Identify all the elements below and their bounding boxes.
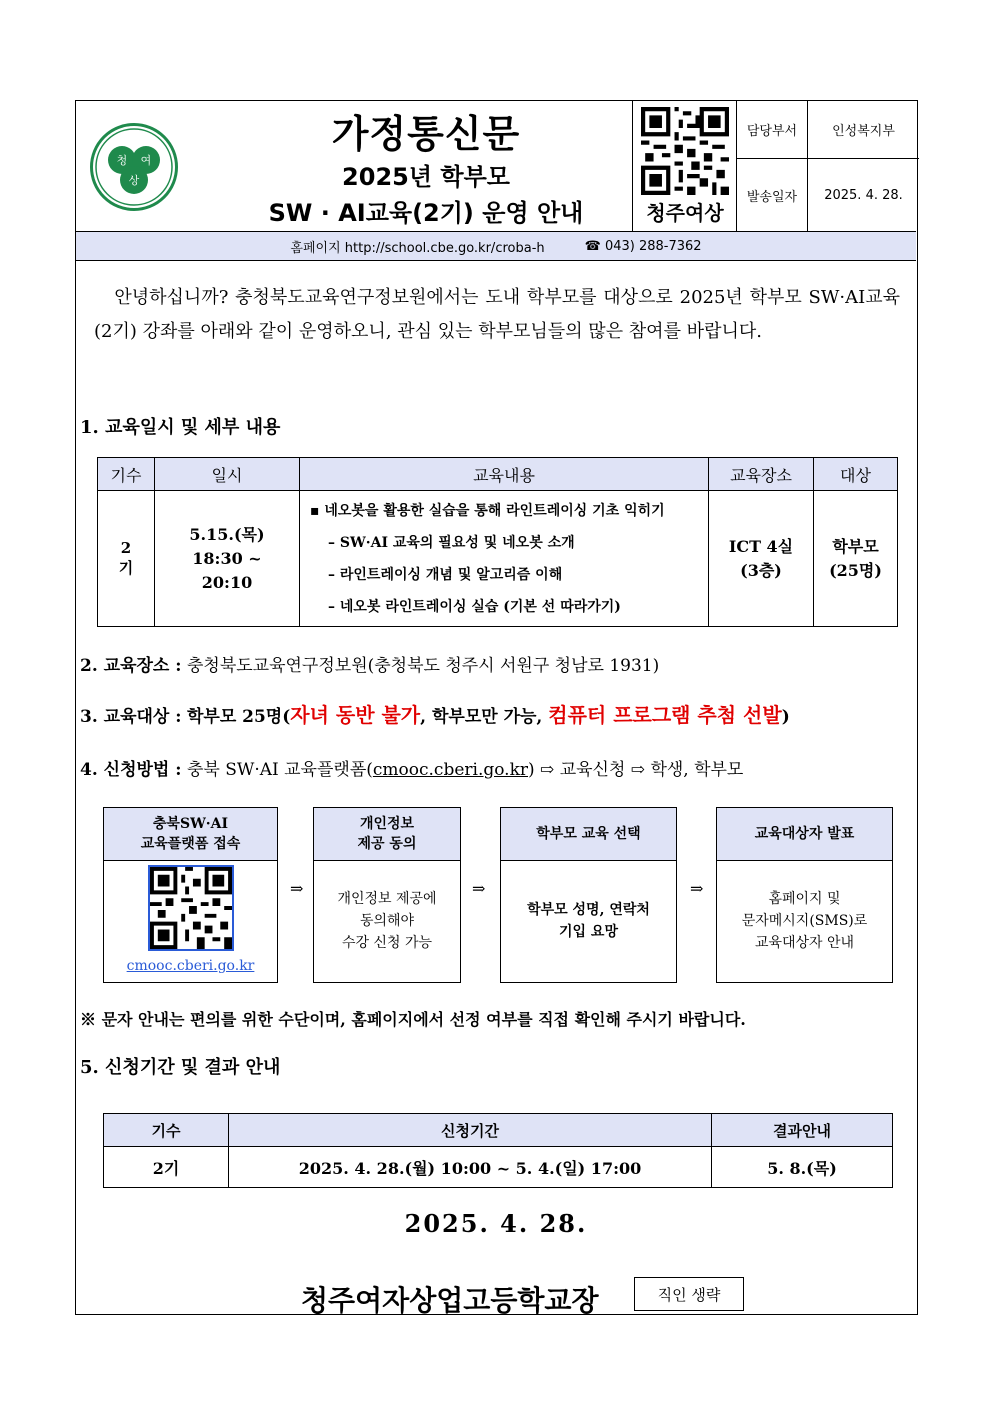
step4-head: 교육대상자 발표	[717, 808, 892, 861]
subtitle-line-1: 2025년 학부모	[342, 163, 510, 191]
term-line-2: 기	[118, 559, 134, 577]
application-table	[103, 1113, 893, 1188]
section2-label: 2. 교육장소 :	[80, 656, 182, 676]
section2-value: 충청북도교육연구정보원(충청북도 청주시 서원구 청남로 1931)	[186, 656, 660, 676]
document-frame	[75, 100, 918, 1315]
meta-table	[736, 101, 919, 231]
logo-letter-1: 청	[116, 154, 128, 167]
homepage-bar	[76, 232, 916, 261]
place-cell	[709, 491, 814, 627]
issue-date: 2025. 4. 28.	[404, 1209, 588, 1238]
flow-step-1	[103, 807, 278, 983]
date-cell	[155, 491, 300, 627]
section3-prefix: 학부모 25명(	[186, 707, 291, 727]
step2-body-line-1: 개인정보 제공에	[337, 891, 437, 907]
step2-head-line-1: 개인정보	[359, 816, 415, 832]
step2-body-line-2: 동의해야	[359, 913, 415, 929]
col-place: 교육장소	[709, 458, 814, 491]
principal-signature: 청주여자상업고등학교장	[301, 1284, 599, 1317]
step1-head	[104, 808, 277, 861]
section3-line	[80, 699, 790, 728]
date-label: 발송일자	[737, 159, 808, 231]
application-row	[104, 1147, 893, 1188]
section5-title: 5. 신청기간 및 결과 안내	[80, 1057, 281, 1078]
meta-row-dept	[737, 101, 919, 159]
col-period: 신청기간	[229, 1114, 712, 1147]
platform-link[interactable]: cmooc.cberi.go.kr	[372, 760, 529, 780]
sms-note: ※ 문자 안내는 편의를 위한 수단이며, 홈페이지에서 선정 여부를 직접 확인해 주시기 바랍니다.	[80, 1010, 746, 1029]
logo-letter-3: 상	[128, 174, 140, 187]
step3-head: 학부모 교육 선택	[501, 808, 676, 861]
col-content: 교육내용	[300, 458, 709, 491]
date-line-1: 5.15.(목)	[189, 524, 265, 544]
clover-icon	[93, 126, 175, 208]
target-line-2: (25명)	[829, 560, 882, 580]
application-header-row	[104, 1114, 893, 1147]
place-line-1: ICT 4실	[728, 536, 794, 556]
homepage-link[interactable]: 홈페이지 http://school.cbe.go.kr/croba-h	[290, 240, 545, 256]
phone-number: ☎ 043) 288-7362	[584, 238, 702, 254]
section2-line	[80, 651, 659, 676]
col-date: 일시	[155, 458, 300, 491]
content-item: – 네오봇 라인트레이싱 실습 (기본 선 따라가기)	[328, 598, 621, 615]
seal-omitted-box: 직인 생략	[634, 1277, 744, 1311]
step2-body	[314, 861, 460, 981]
dept-label: 담당부서	[737, 101, 808, 158]
step3-body	[501, 861, 676, 981]
flow-step-3	[500, 807, 677, 983]
place-line-2: (3층)	[740, 560, 782, 580]
flow-arrow: ⇒	[290, 879, 304, 898]
col-term: 기수	[98, 458, 155, 491]
step1-head-line-2: 교육플랫폼 접속	[140, 836, 241, 852]
col-target: 대상	[814, 458, 898, 491]
step4-body-line-2: 문자메시지(SMS)로	[741, 913, 868, 929]
date-line-2: 18:30 ~	[192, 548, 262, 568]
flow-arrow: ⇒	[472, 879, 486, 898]
term-value: 2기	[104, 1147, 229, 1188]
school-logo	[90, 123, 178, 211]
content-item: – 라인트레이싱 개념 및 알고리즘 이해	[328, 566, 563, 583]
step3-body-line-2: 기입 요망	[559, 924, 618, 940]
section4-prefix: 충북 SW·AI 교육플랫폼(	[186, 760, 373, 780]
page-title: 가정통신문	[331, 112, 521, 156]
meta-row-date	[737, 159, 919, 231]
step1-body	[104, 861, 277, 981]
logo-letter-2: 여	[140, 154, 152, 167]
date-line-3: 20:10	[201, 572, 253, 592]
section4-suffix: ) ⇨ 교육신청 ⇨ 학생, 학부모	[528, 760, 744, 780]
term-cell	[98, 491, 155, 627]
term-line-1: 2	[120, 539, 132, 557]
qr-code-icon[interactable]	[641, 107, 729, 195]
flow-step-2	[313, 807, 461, 983]
step2-head	[314, 808, 460, 861]
intro-paragraph	[94, 281, 900, 349]
qr-box	[632, 101, 737, 231]
content-item: ▪ 네오봇을 활용한 실습을 통해 라인트레이싱 기초 익히기	[310, 502, 665, 519]
intro-text: 안녕하십니까? 충청북도교육연구정보원에서는 도내 학부모를 대상으로 2025년 학부모 SW·AI교육(2기) 강좌를 아래와 같이 운영하오니, 관심 있는 학부모님들의 많은 참여를 바랍니다.	[94, 287, 900, 342]
schedule-header-row	[98, 458, 898, 491]
section3-suffix: )	[781, 707, 790, 727]
step1-link[interactable]: cmooc.cberi.go.kr	[126, 958, 255, 974]
section3-label: 3. 교육대상 :	[80, 707, 182, 727]
content-cell	[300, 491, 709, 627]
flow-arrow: ⇒	[690, 879, 704, 898]
flow-step-4	[716, 807, 893, 983]
platform-qr-icon[interactable]	[148, 865, 234, 951]
col-term: 기수	[104, 1114, 229, 1147]
target-line-1: 학부모	[832, 536, 879, 556]
schedule-table	[97, 457, 898, 627]
section3-mid: , 학부모만 가능,	[420, 707, 549, 727]
date-value: 2025. 4. 28.	[824, 187, 903, 203]
schedule-row	[98, 491, 898, 627]
result-value: 5. 8.(목)	[712, 1147, 893, 1188]
content-item: – SW·AI 교육의 필요성 및 네오봇 소개	[328, 534, 575, 551]
step2-body-line-3: 수강 신청 가능	[341, 935, 433, 951]
step4-body	[717, 861, 892, 981]
section4-line	[80, 755, 743, 780]
document-header	[76, 101, 916, 232]
no-children-notice: 자녀 동반 불가	[290, 703, 421, 727]
period-value: 2025. 4. 28.(월) 10:00 ~ 5. 4.(일) 17:00	[229, 1147, 712, 1188]
subtitle-line-2: SW · AI교육(2기) 운영 안내	[268, 199, 584, 227]
step3-body-line-1: 학부모 성명, 연락처	[527, 902, 650, 918]
qr-label: 청주여상	[646, 201, 724, 225]
step4-body-line-3: 교육대상자 안내	[754, 935, 855, 951]
lottery-notice: 컴퓨터 프로그램 추첨 선발	[548, 703, 782, 727]
step1-head-line-1: 충북SW·AI	[152, 816, 229, 832]
section1-title: 1. 교육일시 및 세부 내용	[80, 417, 281, 438]
section4-label: 4. 신청방법 :	[80, 760, 182, 780]
target-cell	[814, 491, 898, 627]
col-result: 결과안내	[712, 1114, 893, 1147]
step2-head-line-2: 제공 동의	[357, 836, 417, 852]
step4-body-line-1: 홈페이지 및	[768, 891, 841, 907]
dept-value: 인성복지부	[832, 124, 895, 139]
